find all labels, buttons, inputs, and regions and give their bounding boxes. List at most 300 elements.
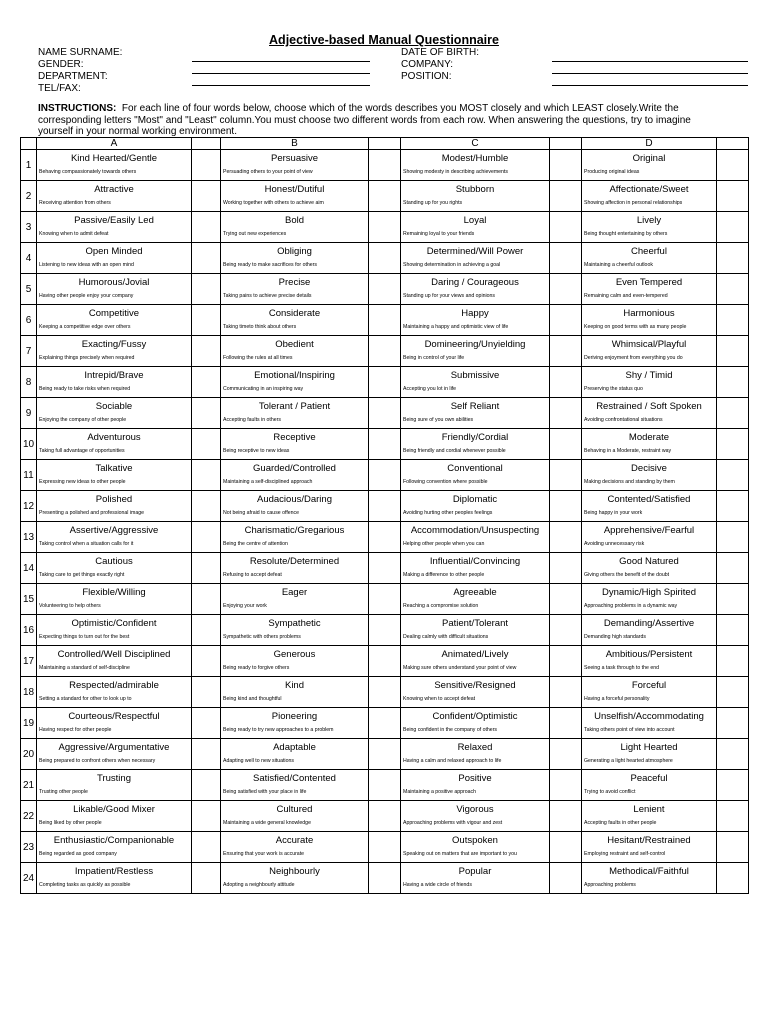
answer-box-a[interactable] — [192, 491, 221, 522]
answer-box-a[interactable] — [192, 181, 221, 212]
option-description: Ensuring that your work is accurate — [223, 851, 305, 857]
answer-box-d[interactable] — [717, 553, 749, 584]
option-description: Avoiding hurting other peoples feelings — [403, 510, 493, 516]
option-description: Accepting faults in other people — [584, 820, 657, 826]
answer-box-b[interactable] — [369, 429, 401, 460]
row-number: 19 — [21, 708, 37, 739]
department-field[interactable] — [192, 85, 370, 86]
date-of-birth-field[interactable] — [552, 61, 748, 62]
option-word: Ambitious/Persistent — [605, 649, 693, 660]
option-d — [582, 708, 717, 739]
option-c — [401, 615, 550, 646]
option-word: Attractive — [94, 184, 134, 195]
answer-box-a[interactable] — [192, 150, 221, 181]
option-description: Adopting a neighbourly attitude — [223, 882, 295, 888]
option-word: Submissive — [450, 370, 500, 381]
answer-box-d[interactable] — [717, 863, 749, 894]
answer-box-d[interactable] — [717, 181, 749, 212]
answer-box-a[interactable] — [192, 584, 221, 615]
table-row — [21, 739, 749, 770]
option-b — [221, 398, 369, 429]
option-description: Being friendly and cordial whenever possible — [403, 448, 506, 454]
answer-box-a[interactable] — [192, 367, 221, 398]
option-word: Enthusiastic/Companionable — [53, 835, 175, 846]
answer-box-d[interactable] — [717, 336, 749, 367]
option-c — [401, 584, 550, 615]
answer-box-b[interactable] — [369, 615, 401, 646]
row-number: 1 — [21, 150, 37, 181]
answer-box-a[interactable] — [192, 801, 221, 832]
answer-box-a[interactable] — [192, 863, 221, 894]
row-number: 10 — [21, 429, 37, 460]
option-description: Giving others the benefit of the doubt — [584, 572, 670, 578]
option-word: Eager — [281, 587, 308, 598]
option-word: Exacting/Fussy — [81, 339, 147, 350]
row-number: 3 — [21, 212, 37, 243]
option-word: Diplomatic — [452, 494, 498, 505]
option-d — [582, 491, 717, 522]
company-field[interactable] — [552, 73, 748, 74]
option-word: Original — [632, 153, 666, 164]
answer-box-d[interactable] — [717, 367, 749, 398]
answer-box-b[interactable] — [369, 584, 401, 615]
option-word: Restrained / Soft Spoken — [596, 401, 702, 412]
option-b — [221, 367, 369, 398]
option-a — [37, 770, 192, 801]
answer-box-b[interactable] — [369, 243, 401, 274]
answer-box-a[interactable] — [192, 770, 221, 801]
option-description: Being regarded as good company — [39, 851, 117, 857]
answer-box-b[interactable] — [369, 336, 401, 367]
option-word: Determined/Will Power — [426, 246, 524, 257]
answer-box-c[interactable] — [550, 274, 582, 305]
position-field[interactable] — [552, 85, 748, 86]
option-word: Competitive — [88, 308, 140, 319]
option-description: Maintaining a cheerful outlook — [584, 262, 653, 268]
option-word: Sensitive/Resigned — [434, 680, 516, 691]
answer-box-a[interactable] — [192, 243, 221, 274]
option-a — [37, 181, 192, 212]
table-row — [21, 553, 749, 584]
option-c — [401, 398, 550, 429]
option-word: Loyal — [463, 215, 487, 226]
answer-box-a[interactable] — [192, 212, 221, 243]
option-b — [221, 274, 369, 305]
option-description: Taking others point of view into account — [584, 727, 675, 733]
option-a — [37, 491, 192, 522]
option-d — [582, 181, 717, 212]
option-b — [221, 770, 369, 801]
option-b — [221, 212, 369, 243]
answer-box-d[interactable] — [717, 150, 749, 181]
option-description: Completing tasks as quickly as possible — [39, 882, 131, 888]
answer-box-b[interactable] — [369, 832, 401, 863]
answer-box-d[interactable] — [717, 460, 749, 491]
answer-box-a[interactable] — [192, 522, 221, 553]
option-a — [37, 801, 192, 832]
option-d — [582, 646, 717, 677]
option-c — [401, 429, 550, 460]
answer-box-d[interactable] — [717, 615, 749, 646]
instructions-label: INSTRUCTIONS: — [38, 103, 117, 114]
answer-box-c[interactable] — [550, 460, 582, 491]
option-description: Sympathetic with others problems — [223, 634, 301, 640]
answer-box-d[interactable] — [717, 677, 749, 708]
answer-box-b[interactable] — [369, 770, 401, 801]
option-description: Expressing new ideas to other people — [39, 479, 126, 485]
answer-box-b[interactable] — [369, 367, 401, 398]
option-word: Assertive/Aggressive — [69, 525, 159, 536]
option-description: Maintaining a wide general knowledge — [223, 820, 311, 826]
answer-box-c[interactable] — [550, 801, 582, 832]
option-description: Having a forceful personality — [584, 696, 650, 702]
option-description: Being happy in your work — [584, 510, 643, 516]
row-number: 9 — [21, 398, 37, 429]
answer-box-a[interactable] — [192, 274, 221, 305]
option-word: Emotional/Inspiring — [254, 370, 335, 381]
option-d — [582, 770, 717, 801]
option-word: Animated/Lively — [441, 649, 509, 660]
answer-box-a[interactable] — [192, 615, 221, 646]
row-number: 5 — [21, 274, 37, 305]
answer-box-a[interactable] — [192, 646, 221, 677]
answer-box-d[interactable] — [717, 212, 749, 243]
option-word: Honest/Dutiful — [264, 184, 325, 195]
answer-box-d[interactable] — [717, 243, 749, 274]
option-word: Cautious — [95, 556, 133, 567]
column-header-d-check — [717, 138, 749, 150]
option-description: Knowing when to admit defeat — [39, 231, 109, 237]
option-b — [221, 460, 369, 491]
answer-box-c[interactable] — [550, 367, 582, 398]
option-description: Making decisions and standing by them — [584, 479, 675, 485]
option-word: Accommodation/Unsuspecting — [410, 525, 540, 536]
answer-box-a[interactable] — [192, 336, 221, 367]
option-word: Trusting — [97, 773, 131, 784]
option-word: Contented/Satisfied — [607, 494, 691, 505]
answer-box-c[interactable] — [550, 770, 582, 801]
option-description: Being thought entertaining by others — [584, 231, 668, 237]
option-b — [221, 863, 369, 894]
option-a — [37, 832, 192, 863]
table-row — [21, 367, 749, 398]
option-c — [401, 212, 550, 243]
option-word: Considerate — [268, 308, 321, 319]
answer-box-a[interactable] — [192, 553, 221, 584]
option-word: Adventurous — [87, 432, 141, 443]
answer-box-c[interactable] — [550, 212, 582, 243]
row-number: 15 — [21, 584, 37, 615]
option-word: Unselfish/Accommodating — [594, 711, 704, 722]
option-word: Agreeable — [453, 587, 497, 598]
answer-box-b[interactable] — [369, 677, 401, 708]
option-word: Persuasive — [271, 153, 318, 164]
answer-box-d[interactable] — [717, 770, 749, 801]
option-b — [221, 150, 369, 181]
option-word: Confident/Optimistic — [432, 711, 518, 722]
option-d — [582, 615, 717, 646]
answer-box-c[interactable] — [550, 522, 582, 553]
option-word: Harmonious — [623, 308, 675, 319]
answer-box-d[interactable] — [717, 522, 749, 553]
option-c — [401, 801, 550, 832]
answer-box-b[interactable] — [369, 305, 401, 336]
row-number: 24 — [21, 863, 37, 894]
option-description: Making sure others understand your point of view — [403, 665, 517, 671]
option-description: Being ready to forgive others — [223, 665, 290, 671]
option-a — [37, 646, 192, 677]
option-word: Affectionate/Sweet — [609, 184, 689, 195]
table-row — [21, 615, 749, 646]
answer-box-c[interactable] — [550, 584, 582, 615]
option-word: Methodical/Faithful — [609, 866, 689, 877]
department-label: DEPARTMENT: — [38, 71, 108, 82]
option-description: Not being afraid to cause offence — [223, 510, 300, 516]
answer-box-c[interactable] — [550, 832, 582, 863]
option-description: Explaining things precisely when required — [39, 355, 135, 361]
answer-box-c[interactable] — [550, 615, 582, 646]
option-a — [37, 739, 192, 770]
answer-box-d[interactable] — [717, 398, 749, 429]
option-word: Cultured — [276, 804, 313, 815]
answer-box-d[interactable] — [717, 646, 749, 677]
option-description: Demanding high standards — [584, 634, 647, 640]
table-row — [21, 398, 749, 429]
answer-box-c[interactable] — [550, 336, 582, 367]
answer-box-d[interactable] — [717, 584, 749, 615]
answer-box-d[interactable] — [717, 491, 749, 522]
name-surname-label: NAME SURNAME: — [38, 47, 123, 58]
option-b — [221, 801, 369, 832]
option-word: Respected/admirable — [69, 680, 159, 691]
option-b — [221, 615, 369, 646]
option-b — [221, 522, 369, 553]
answer-box-c[interactable] — [550, 739, 582, 770]
option-word: Generous — [273, 649, 316, 660]
option-word: Hesitant/Restrained — [607, 835, 691, 846]
answer-box-c[interactable] — [550, 553, 582, 584]
answer-box-a[interactable] — [192, 708, 221, 739]
answer-box-c[interactable] — [550, 677, 582, 708]
answer-box-c[interactable] — [550, 150, 582, 181]
option-word: Flexible/Willing — [82, 587, 146, 598]
option-a — [37, 708, 192, 739]
date-of-birth-label: DATE OF BIRTH: — [401, 47, 479, 58]
option-description: Dealing calmly with difficult situations — [403, 634, 489, 640]
company-label: COMPANY: — [401, 59, 454, 70]
option-description: Being in control of your life — [403, 355, 465, 361]
option-word: Whimsical/Playful — [611, 339, 687, 350]
option-description: Producing original ideas — [584, 169, 640, 175]
answer-box-c[interactable] — [550, 398, 582, 429]
option-a — [37, 615, 192, 646]
answer-box-d[interactable] — [717, 274, 749, 305]
option-description: Employing restraint and self-control — [584, 851, 666, 857]
answer-box-c[interactable] — [550, 708, 582, 739]
option-word: Shy / Timid — [625, 370, 673, 381]
table-row — [21, 243, 749, 274]
option-b — [221, 832, 369, 863]
answer-box-a[interactable] — [192, 460, 221, 491]
option-b — [221, 429, 369, 460]
answer-box-b[interactable] — [369, 708, 401, 739]
option-description: Being ready to take risks when required — [39, 386, 131, 392]
answer-box-d[interactable] — [717, 305, 749, 336]
answer-box-a[interactable] — [192, 398, 221, 429]
option-description: Volunteering to help others — [39, 603, 101, 609]
option-c — [401, 646, 550, 677]
option-a — [37, 150, 192, 181]
option-word: Polished — [95, 494, 133, 505]
answer-box-b[interactable] — [369, 181, 401, 212]
option-description: Reaching a compromise solution — [403, 603, 479, 609]
answer-box-d[interactable] — [717, 832, 749, 863]
table-row — [21, 491, 749, 522]
answer-box-a[interactable] — [192, 429, 221, 460]
table-row — [21, 770, 749, 801]
gender-field[interactable] — [192, 73, 370, 74]
option-a — [37, 398, 192, 429]
answer-box-c[interactable] — [550, 305, 582, 336]
name-surname-field[interactable] — [192, 61, 370, 62]
option-description: Approaching problems in a dynamic way — [584, 603, 678, 609]
option-description: Avoiding unnecessary risk — [584, 541, 645, 547]
answer-box-b[interactable] — [369, 739, 401, 770]
table-row — [21, 212, 749, 243]
answer-box-d[interactable] — [717, 708, 749, 739]
option-c — [401, 863, 550, 894]
option-description: Behaving compassionately towards others — [39, 169, 137, 175]
table-row — [21, 429, 749, 460]
answer-box-b[interactable] — [369, 553, 401, 584]
answer-box-b[interactable] — [369, 274, 401, 305]
option-d — [582, 553, 717, 584]
option-word: Intrepid/Brave — [84, 370, 144, 381]
table-row — [21, 305, 749, 336]
option-a — [37, 305, 192, 336]
answer-box-a[interactable] — [192, 739, 221, 770]
option-description: Having a calm and relaxed approach to life — [403, 758, 502, 764]
table-row — [21, 832, 749, 863]
option-description: Setting a standard for other to look up to — [39, 696, 132, 702]
option-description: Showing affection in personal relationships — [584, 200, 683, 206]
option-word: Stubborn — [455, 184, 495, 195]
option-d — [582, 398, 717, 429]
option-b — [221, 491, 369, 522]
answer-box-d[interactable] — [717, 801, 749, 832]
row-number: 2 — [21, 181, 37, 212]
answer-box-c[interactable] — [550, 491, 582, 522]
option-a — [37, 522, 192, 553]
option-word: Forceful — [631, 680, 667, 691]
table-row — [21, 522, 749, 553]
answer-box-b[interactable] — [369, 863, 401, 894]
row-number: 18 — [21, 677, 37, 708]
option-word: Dynamic/High Spirited — [602, 587, 696, 598]
option-d — [582, 243, 717, 274]
answer-box-b[interactable] — [369, 398, 401, 429]
option-description: Maintaining a self-disciplined approach — [223, 479, 313, 485]
column-header-b: B — [221, 138, 369, 150]
option-description: Helping other people when you can — [403, 541, 485, 547]
option-d — [582, 460, 717, 491]
option-description: Preserving the status quo — [584, 386, 643, 392]
option-a — [37, 367, 192, 398]
answer-box-b[interactable] — [369, 212, 401, 243]
answer-box-c[interactable] — [550, 243, 582, 274]
option-c — [401, 460, 550, 491]
option-word: Vigorous — [456, 804, 494, 815]
answer-box-c[interactable] — [550, 646, 582, 677]
table-row — [21, 336, 749, 367]
option-word: Humorous/Jovial — [78, 277, 150, 288]
option-b — [221, 584, 369, 615]
option-word: Lively — [636, 215, 662, 226]
option-description: Maintaining a positive approach — [403, 789, 476, 795]
option-word: Influential/Convincing — [429, 556, 521, 567]
option-description: Knowing when to accept defeat — [403, 696, 476, 702]
option-a — [37, 243, 192, 274]
option-description: Keeping a competitive edge over others — [39, 324, 131, 330]
answer-box-b[interactable] — [369, 460, 401, 491]
answer-box-b[interactable] — [369, 646, 401, 677]
option-word: Receptive — [273, 432, 316, 443]
row-number: 13 — [21, 522, 37, 553]
answer-box-c[interactable] — [550, 181, 582, 212]
option-description: Deriving enjoyment from everything you do — [584, 355, 683, 361]
option-description: Trusting other people — [39, 789, 88, 795]
answer-box-a[interactable] — [192, 832, 221, 863]
option-b — [221, 646, 369, 677]
option-word: Positive — [458, 773, 492, 784]
option-description: Being liked by other people — [39, 820, 102, 826]
option-word: Satisfied/Contented — [253, 773, 336, 784]
option-word: Controlled/Well Disciplined — [57, 649, 171, 660]
answer-box-d[interactable] — [717, 429, 749, 460]
option-d — [582, 739, 717, 770]
answer-box-b[interactable] — [369, 150, 401, 181]
option-description: Having a wide circle of friends — [403, 882, 472, 888]
option-word: Adaptable — [273, 742, 316, 753]
option-description: Keeping on good terms with as many people — [584, 324, 687, 330]
answer-box-b[interactable] — [369, 522, 401, 553]
option-word: Demanding/Assertive — [603, 618, 695, 629]
option-word: Neighbourly — [269, 866, 320, 877]
row-number: 23 — [21, 832, 37, 863]
option-description: Being receptive to new ideas — [223, 448, 290, 454]
answer-box-b[interactable] — [369, 801, 401, 832]
option-description: Being confident in the company of others — [403, 727, 498, 733]
table-row — [21, 708, 749, 739]
answer-box-c[interactable] — [550, 863, 582, 894]
answer-box-d[interactable] — [717, 739, 749, 770]
option-a — [37, 553, 192, 584]
option-d — [582, 677, 717, 708]
option-d — [582, 863, 717, 894]
answer-box-a[interactable] — [192, 677, 221, 708]
row-number: 16 — [21, 615, 37, 646]
row-number: 14 — [21, 553, 37, 584]
column-header-a-check — [192, 138, 221, 150]
answer-box-a[interactable] — [192, 305, 221, 336]
option-description: Accepting faults in others — [223, 417, 281, 423]
option-description: Refusing to accept defeat — [223, 572, 282, 578]
answer-box-b[interactable] — [369, 491, 401, 522]
row-number: 7 — [21, 336, 37, 367]
column-header-c: C — [401, 138, 550, 150]
row-number: 6 — [21, 305, 37, 336]
answer-box-c[interactable] — [550, 429, 582, 460]
